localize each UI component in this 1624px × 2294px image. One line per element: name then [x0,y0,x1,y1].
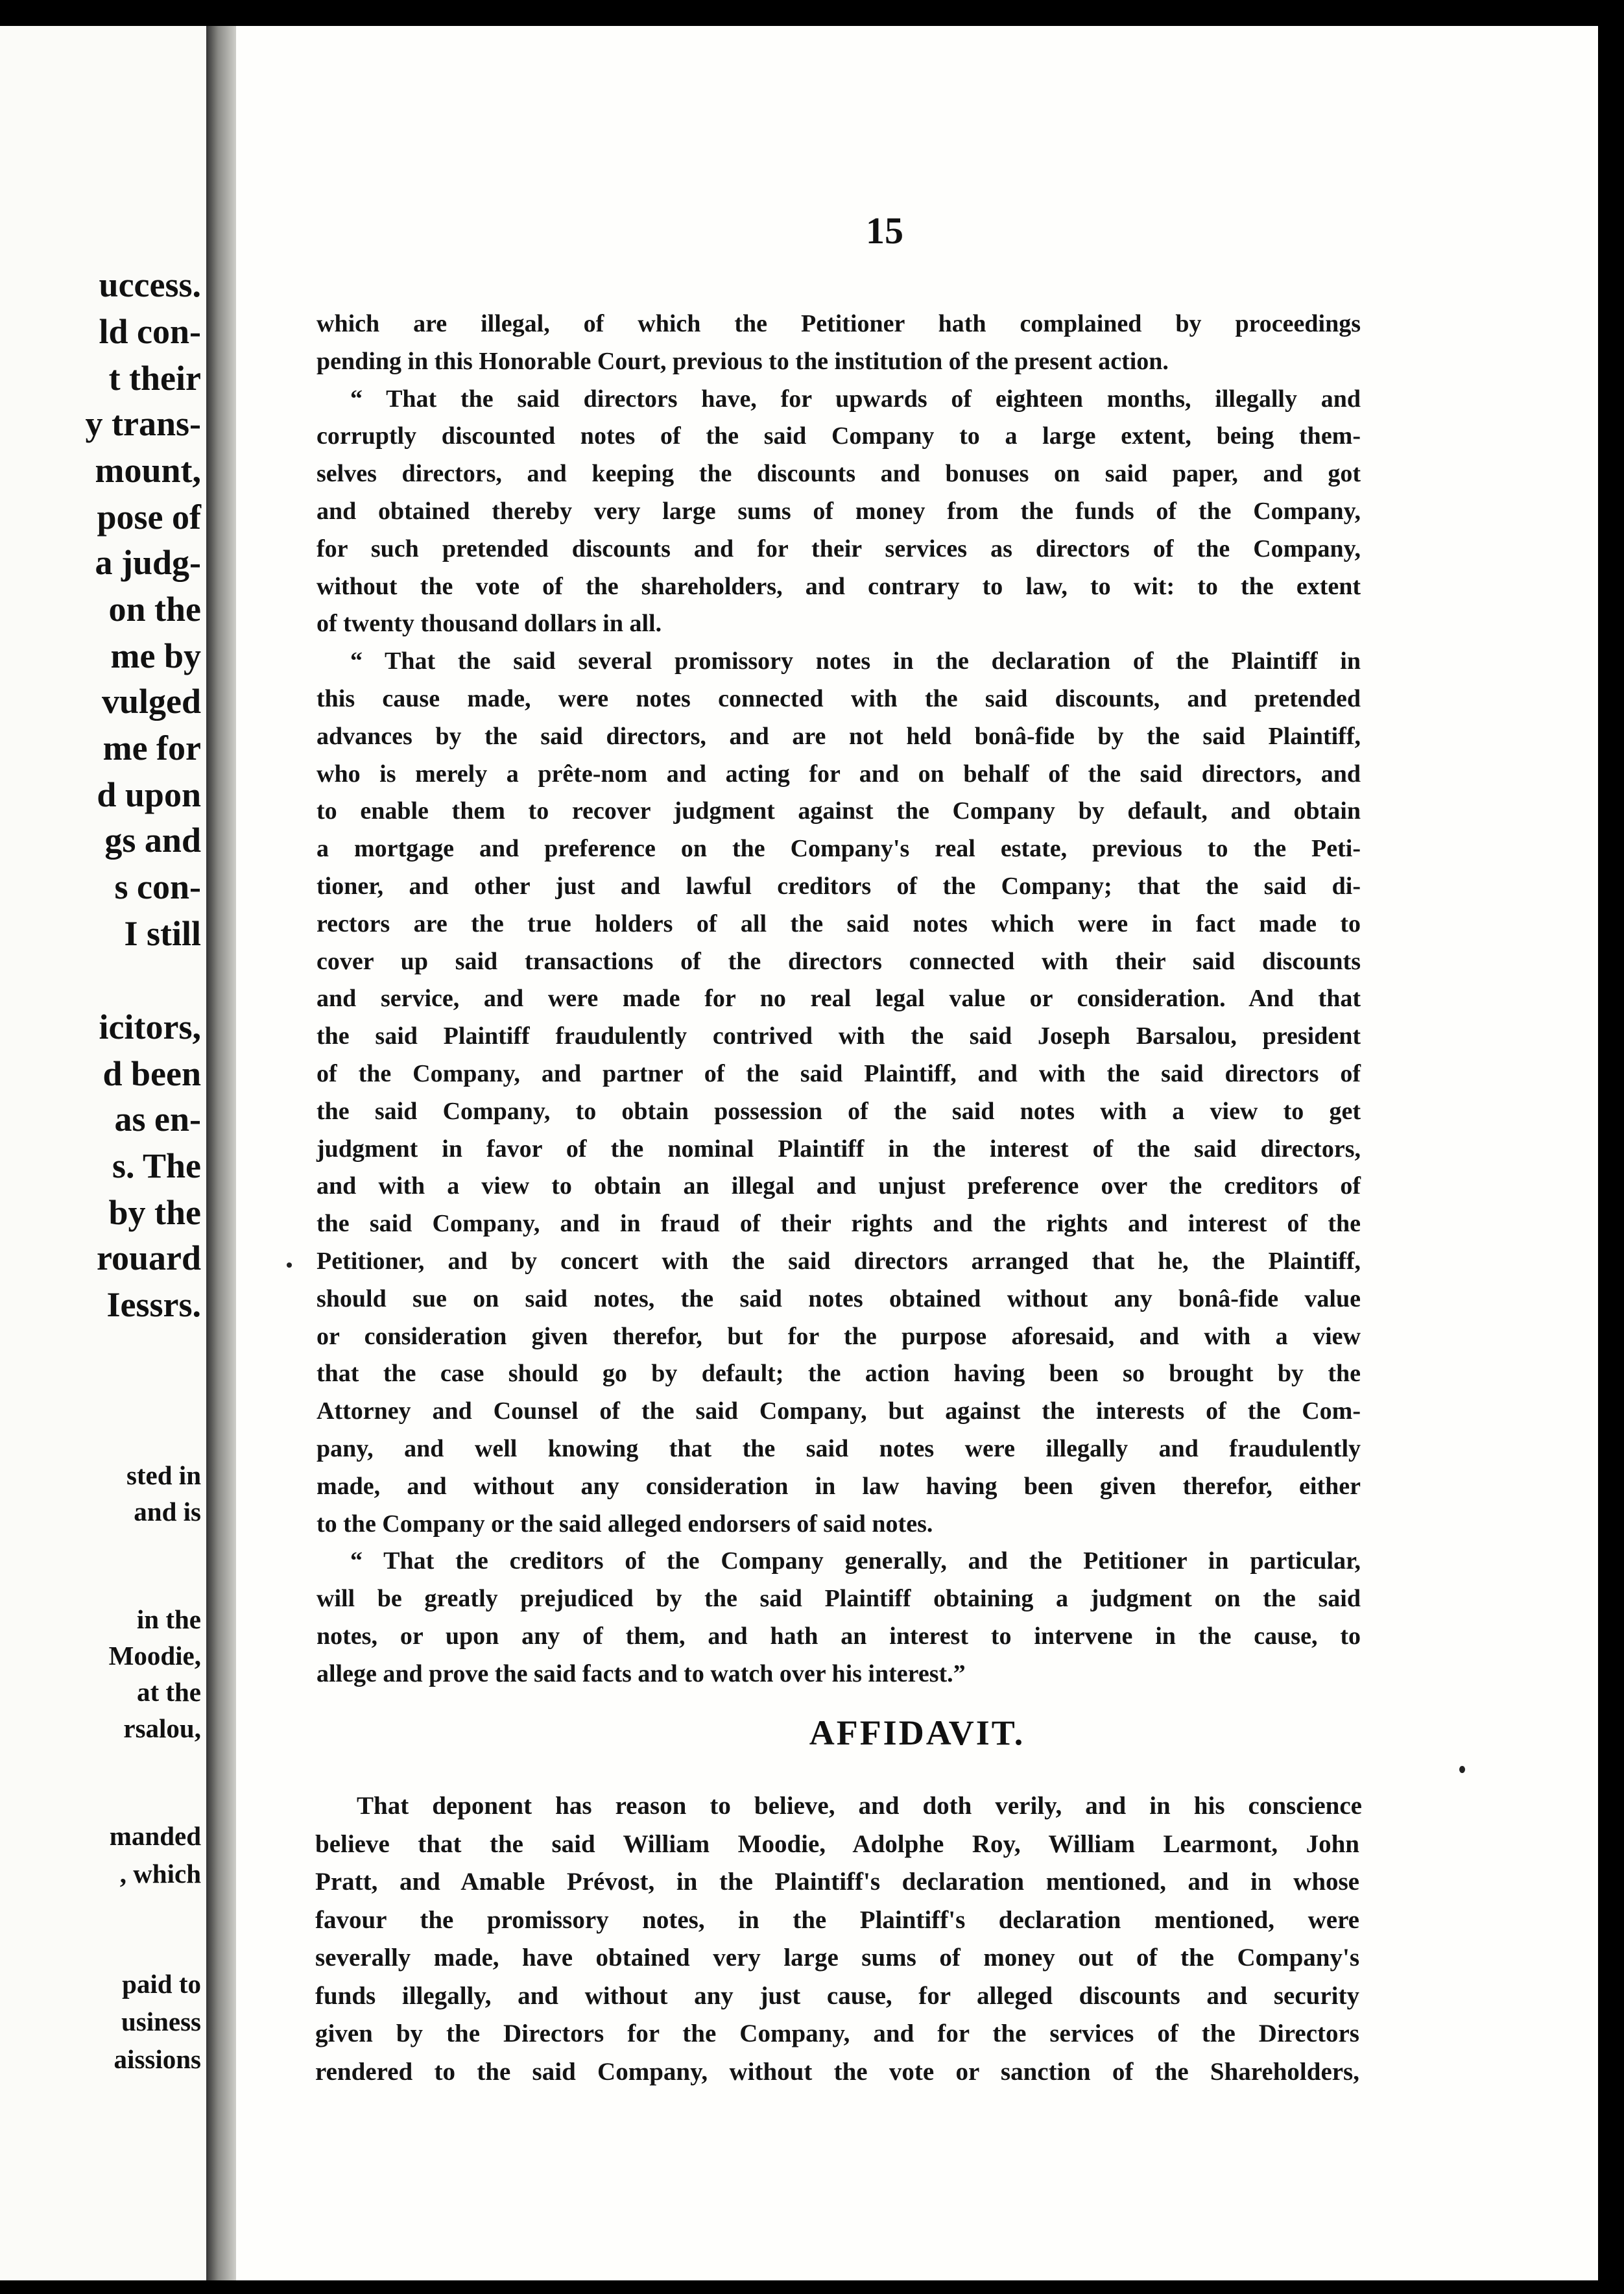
petition-line: Attorney and Counsel of the said Company, but against the interests of the Com- [316,1397,1361,1425]
left-page-line: in the [136,1604,201,1634]
petition-line: without the vote of the shareholders, and contrary to law, to wit: to the extent [316,572,1361,600]
left-page-line: by the [108,1193,201,1232]
left-page-line: uccess. [99,265,201,304]
petition-line: “ That the said directors have, for upwards of eighteen months, illegally and [350,385,1361,413]
left-page-line: d been [102,1054,201,1093]
petition-line: and obtained thereby very large sums of money from the funds of the Company, [316,498,1361,525]
affidavit-heading: AFFIDAVIT. [809,1713,1025,1752]
affidavit-line: Pratt, and Amable Prévost, in the Plaintiff's declaration mentioned, and in whose [315,1868,1359,1896]
petition-line: that the case should go by default; the action having been so brought by the [316,1360,1361,1388]
petition-line: will be greatly prejudiced by the said Plaintiff obtaining a judgment on the said [316,1585,1361,1613]
affidavit-line: rendered to the said Company, without the vote or sanction of the Shareholders, [315,2057,1359,2086]
left-page-line: mount, [95,451,201,490]
petition-line: made, and without any consideration in law having been given therefor, either [316,1472,1361,1500]
petition-line: allege and prove the said facts and to watch over his interest.” [316,1660,966,1687]
affidavit-line: believe that the said William Moodie, Adolphe Roy, William Learmont, John [315,1829,1359,1858]
affidavit-line: given by the Directors for the Company, and for the services of the Directors [315,2020,1359,2047]
petition-line: rectors are the true holders of all the said notes which were in fact made to [316,910,1361,937]
left-page-line: at the [136,1677,201,1707]
petition-line: and service, and were made for no real legal value or consideration. And that [316,985,1361,1013]
petition-line: judgment in favor of the nominal Plaintiff in the interest of the said directors, [316,1135,1361,1163]
left-page-line: paid to [122,1969,201,1999]
left-page-line: ld con- [99,312,201,351]
left-page-line: me for [102,729,201,767]
left-page-line: aissions [113,2044,201,2074]
petition-line: corruptly discounted notes of the said Company to a large extent, being them- [316,422,1361,450]
left-page-line: d upon [97,775,201,814]
left-page-line: sted in [126,1460,201,1490]
petition-line: tioner, and other just and lawful creditors of the Company; that the said di- [316,873,1361,900]
petition-line: “ That the said several promissory notes in the declaration of the Plaintiff in [350,647,1361,675]
petition-line: or consideration given therefor, but for the purpose aforesaid, and with a view [316,1322,1361,1350]
affidavit-line: funds illegally, and without any just cause, for alleged discounts and security [315,1981,1359,2010]
petition-line: to the Company or the said alleged endorsers of said notes. [316,1510,933,1538]
left-page-line: on the [108,590,201,629]
petition-line: the said Plaintiff fraudulently contrived with the said Joseph Barsalou, president [316,1022,1361,1050]
left-page-line: me by [110,636,201,675]
petition-line: which are illegal, of which the Petitioner hath complained by proceedings [316,310,1361,337]
petition-line: this cause made, were notes connected with the said discounts, and pretended [316,685,1361,712]
petition-line: selves directors, and keeping the discounts and bonuses on said paper, and got [316,460,1361,488]
petition-line: the said Company, and in fraud of their rights and the rights and interest of the [316,1210,1361,1238]
left-page-line: a judg- [95,543,201,582]
left-page-line: I still [124,914,201,953]
left-page-fragment [0,26,206,2280]
affidavit-line: That deponent has reason to believe, and doth verily, and in his conscience [357,1792,1362,1820]
left-page-line: icitors, [99,1008,201,1046]
left-page-line: rouard [96,1238,201,1277]
left-page-line: gs and [104,821,201,860]
petition-line: notes, or upon any of them, and hath an interest to intervene in the cause, to [316,1623,1361,1650]
book-gutter [206,26,236,2280]
ink-speck [1459,1766,1465,1773]
right-page [236,26,1598,2280]
left-page-line: Iessrs. [106,1285,201,1324]
petition-line: “ That the creditors of the Company generally, and the Petitioner in particular, [350,1547,1361,1575]
petition-line: pending in this Honorable Court, previous to the institution of the present action. [316,347,1169,375]
petition-line: should sue on said notes, the said notes obtained without any bonâ-fide value [316,1285,1361,1312]
left-page-line: t their [108,359,201,398]
left-page-line: pose of [97,498,201,537]
petition-line: the said Company, to obtain possession of the said notes with a view to get [316,1097,1361,1125]
left-page-line: , which [119,1859,201,1889]
left-page-line: and is [134,1497,201,1527]
left-page-line: manded [109,1821,201,1851]
left-page-line: y trans- [85,404,201,443]
left-page-line: vulged [101,682,201,721]
petition-line: of twenty thousand dollars in all. [316,610,662,638]
left-page-line: s. The [112,1146,201,1185]
left-page-line: rsalou, [123,1713,201,1743]
left-page-line: s con- [114,867,201,906]
left-page-line: usiness [121,2007,201,2036]
affidavit-line: favour the promissory notes, in the Plaintiff's declaration mentioned, were [315,1905,1359,1934]
petition-line: and with a view to obtain an illegal and unjust preference over the creditors of [316,1172,1361,1200]
petition-line: who is merely a prête-nom and acting for and on behalf of the said directors, and [316,760,1361,788]
left-page-line: as en- [114,1100,201,1139]
petition-line: Petitioner, and by concert with the said directors arranged that he, the Plaintiff, [316,1248,1361,1275]
petition-line: pany, and well knowing that the said notes were illegally and fraudulently [316,1435,1361,1462]
petition-line: cover up said transactions of the directors connected with their said discounts [316,947,1361,975]
petition-line: a mortgage and preference on the Company's real estate, previous to the Peti- [316,835,1361,863]
petition-line: for such pretended discounts and for their services as directors of the Company, [316,535,1361,562]
petition-line: of the Company, and partner of the said Plaintiff, and with the said directors of [316,1060,1361,1087]
page-number: 15 [866,210,903,252]
affidavit-line: severally made, have obtained very large sums of money out of the Company's [315,1944,1359,1972]
petition-line: to enable them to recover judgment against the Company by default, and obtain [316,797,1361,825]
petition-line: advances by the said directors, and are not held bonâ-fide by the said Plaintiff, [316,722,1361,750]
left-page-line: Moodie, [108,1641,201,1671]
ink-speck [287,1262,292,1268]
